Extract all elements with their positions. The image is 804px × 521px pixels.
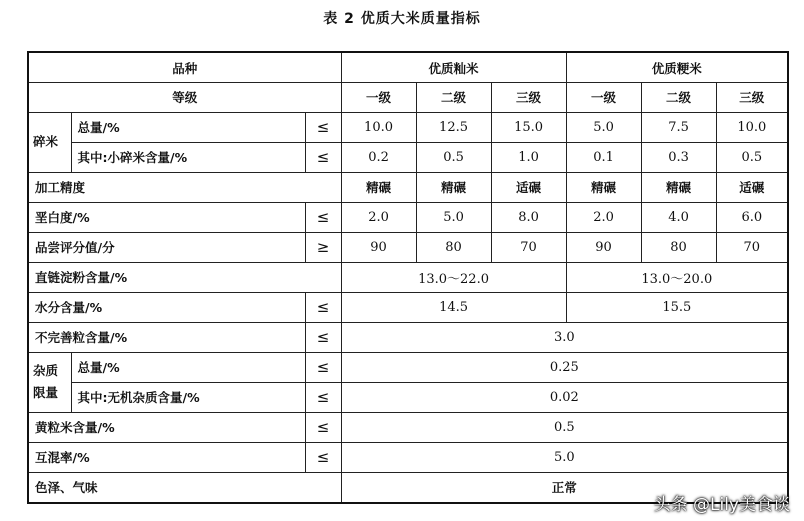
row-label: 总量/% [71,352,305,382]
value-cell: 90 [566,232,641,262]
value-cell: 5.0 [416,202,491,232]
table-row [28,112,788,142]
value-cell: 10.0 [716,112,788,142]
table-row [28,202,788,232]
grade-cell: 三级 [716,83,788,113]
table-row [28,232,788,262]
grade-cell: 三级 [491,83,566,113]
value-cell: 6.0 [716,202,788,232]
value-cell: 13.0～20.0 [566,262,788,292]
japonica-header: 优质粳米 [566,52,788,83]
comparison-operator: ≤ [305,352,341,382]
row-label: 色泽、气味 [28,472,341,503]
grade-cell: 二级 [641,83,716,113]
value-cell: 2.0 [566,202,641,232]
value-cell: 7.5 [641,112,716,142]
value-cell: 精碾 [641,172,716,202]
grade-cell: 一级 [566,83,641,113]
value-cell: 3.0 [341,322,788,352]
value-cell: 0.25 [341,352,788,382]
row-label: 黄粒米含量/% [28,412,305,442]
table-row [28,382,788,412]
table-row [28,322,788,352]
comparison-operator: ≤ [305,112,341,142]
table-row [28,442,788,472]
value-cell: 精碾 [566,172,641,202]
value-cell: 适碾 [491,172,566,202]
comparison-operator: ≤ [305,322,341,352]
value-cell: 80 [641,232,716,262]
value-cell: 0.02 [341,382,788,412]
table-row [28,352,788,382]
header-row-grade [28,83,788,113]
comparison-operator: ≤ [305,142,341,172]
value-cell: 0.5 [341,412,788,442]
row-label: 水分含量/% [28,292,305,322]
table-title: 表 2 优质大米质量指标 [323,11,481,27]
value-cell: 70 [491,232,566,262]
comparison-operator: ≤ [305,292,341,322]
comparison-operator: ≤ [305,202,341,232]
impurity-group-label: 杂质限量 [28,352,71,412]
indica-header: 优质籼米 [341,52,566,83]
row-label: 其中:小碎米含量/% [71,142,305,172]
value-cell: 精碾 [416,172,491,202]
comparison-operator: ≤ [305,412,341,442]
watermark: 头条 @Lily美食谈 [653,495,790,515]
comparison-operator: ≤ [305,382,341,412]
value-cell: 0.1 [566,142,641,172]
row-label: 加工精度 [28,172,341,202]
comparison-operator: ≤ [305,442,341,472]
value-cell: 1.0 [491,142,566,172]
variety-header: 品种 [28,52,341,83]
value-cell: 12.5 [416,112,491,142]
value-cell: 70 [716,232,788,262]
row-label: 其中:无机杂质含量/% [71,382,305,412]
value-cell: 4.0 [641,202,716,232]
value-cell: 80 [416,232,491,262]
value-cell: 0.2 [341,142,416,172]
value-cell: 适碾 [716,172,788,202]
grade-cell: 二级 [416,83,491,113]
value-cell: 14.5 [341,292,566,322]
table-row [28,142,788,172]
table-row [28,262,788,292]
value-cell: 10.0 [341,112,416,142]
row-label: 直链淀粉含量/% [28,262,341,292]
comparison-operator: ≥ [305,232,341,262]
row-label: 总量/% [71,112,305,142]
table-row [28,412,788,442]
rice-quality-table [27,51,789,504]
value-cell: 90 [341,232,416,262]
value-cell: 5.0 [341,442,788,472]
row-label: 不完善粒含量/% [28,322,305,352]
value-cell: 2.0 [341,202,416,232]
value-cell: 15.5 [566,292,788,322]
value-cell: 13.0～22.0 [341,262,566,292]
row-label: 互混率/% [28,442,305,472]
grade-cell: 一级 [341,83,416,113]
header-row-variety [28,52,788,83]
grade-header: 等级 [28,83,341,113]
value-cell: 5.0 [566,112,641,142]
value-cell: 0.5 [416,142,491,172]
row-label: 垩白度/% [28,202,305,232]
broken-rice-group-label: 碎米 [28,112,71,172]
value-cell: 正常 [341,472,788,503]
value-cell: 0.5 [716,142,788,172]
value-cell: 8.0 [491,202,566,232]
table-row [28,292,788,322]
value-cell: 0.3 [641,142,716,172]
row-label: 品尝评分值/分 [28,232,305,262]
table-row [28,172,788,202]
value-cell: 精碾 [341,172,416,202]
value-cell: 15.0 [491,112,566,142]
